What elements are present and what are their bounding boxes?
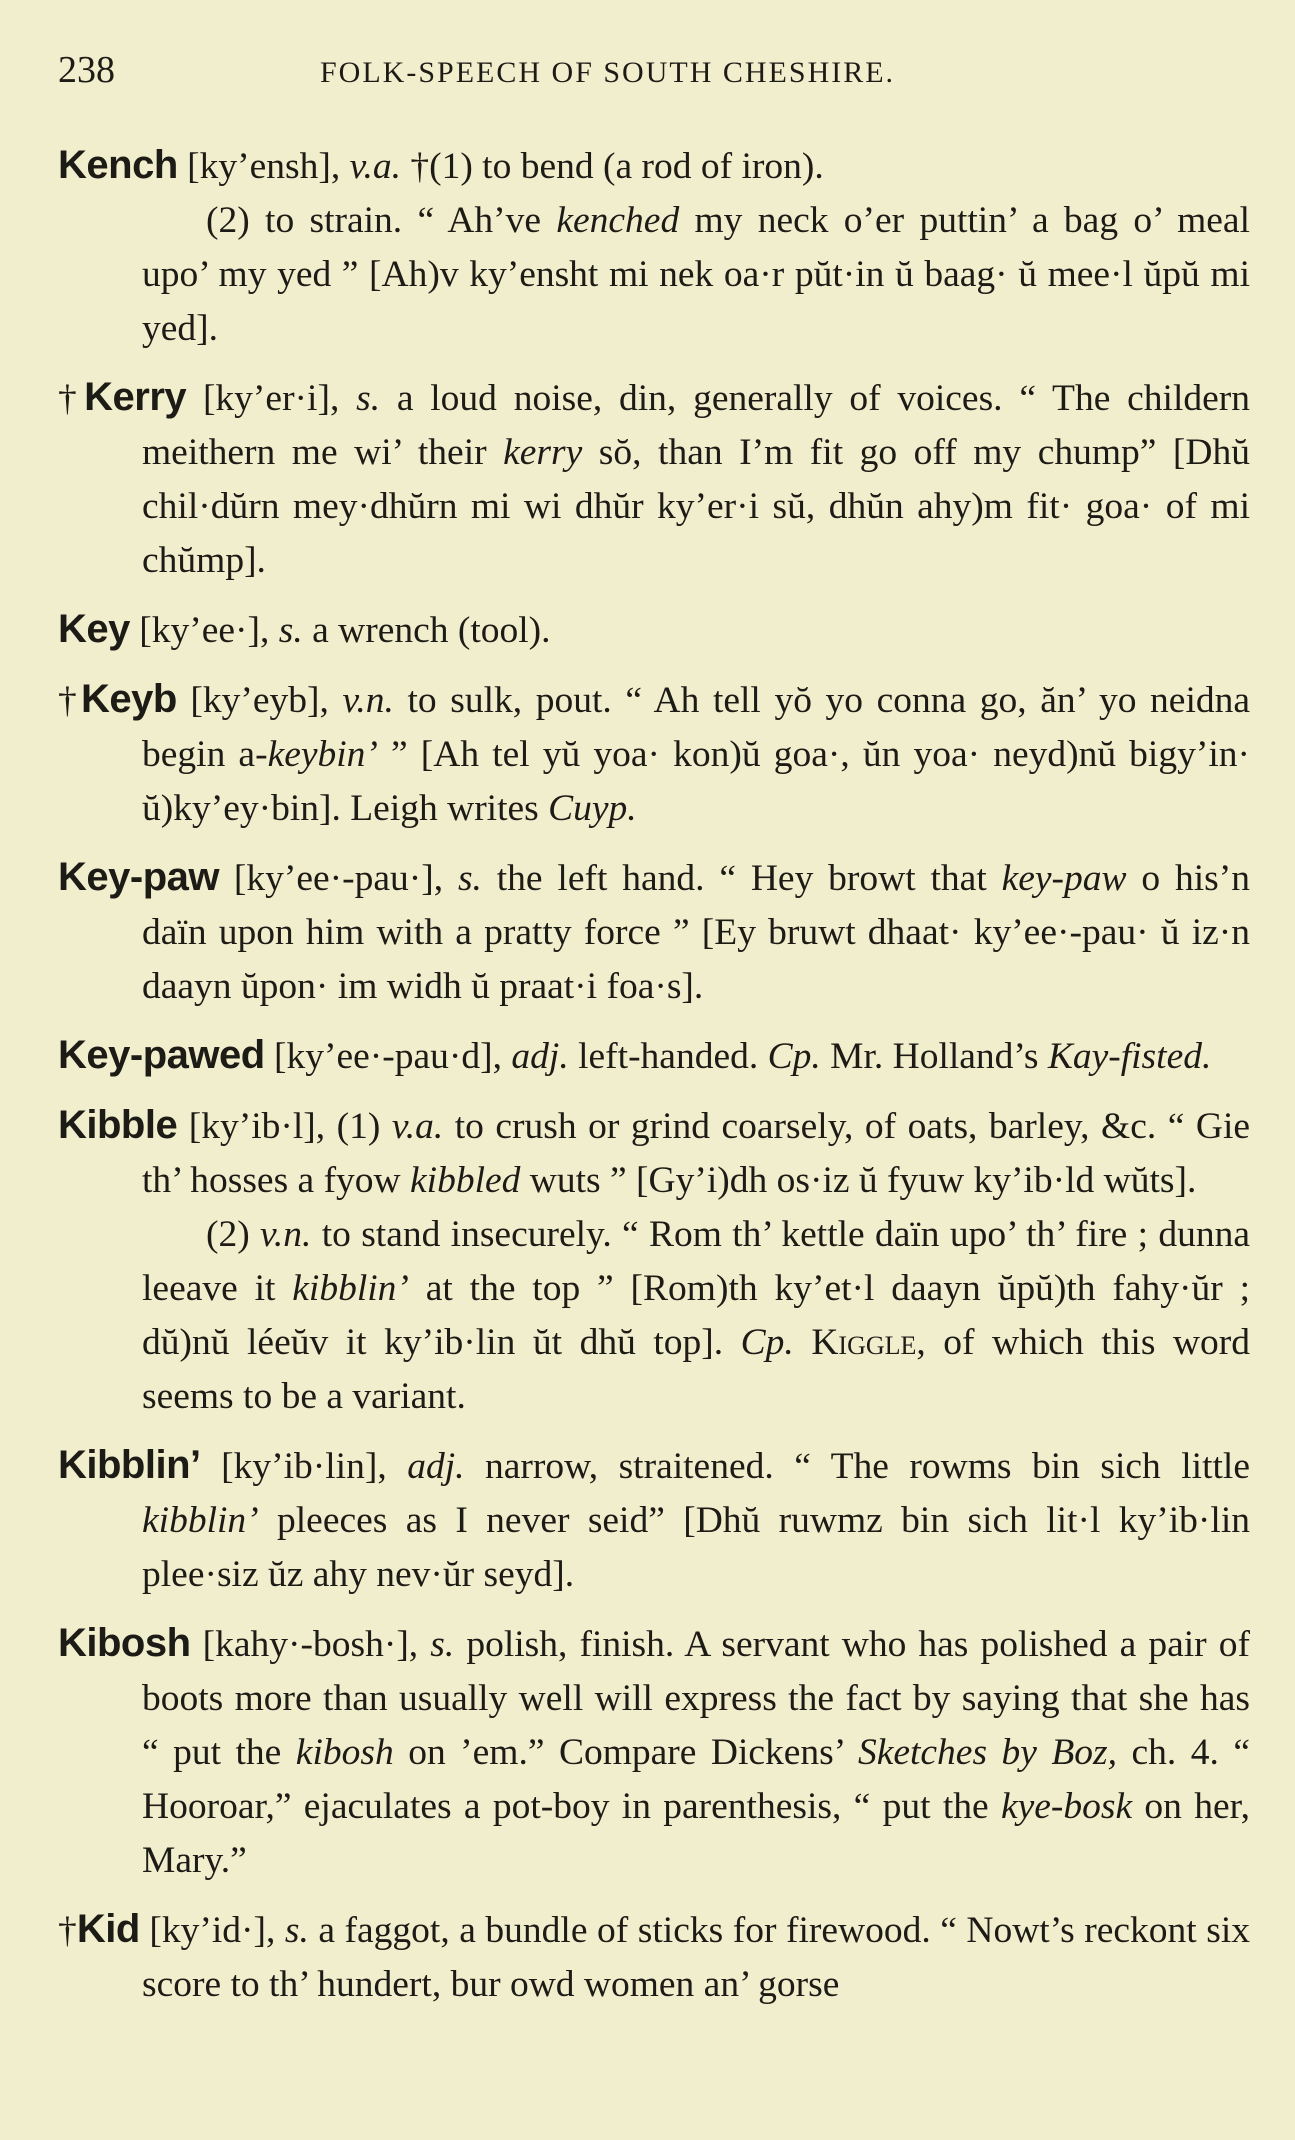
entry-text: pleeces as I never seid” [Dhŭ ruwmz bin sich lit·l ky’ib·lin plee·siz ŭz ahy nev·ŭr seyd]. bbox=[142, 1500, 1250, 1595]
dictionary-entry bbox=[58, 1028, 1250, 1084]
dictionary-entry bbox=[58, 1616, 1250, 1888]
headword: Keyb bbox=[80, 677, 177, 721]
entry-text: at the top ” [Rom)th ky’et·l daayn ŭpŭ)th fahy·ŭr ; dŭ)nŭ léeŭv it ky’ib·lin ŭt dhŭ top]. bbox=[142, 1268, 1250, 1363]
entry-text: ch. 4. “ Hooroar,” ejaculates a pot-boy in parenthesis, “ put the bbox=[142, 1732, 1250, 1827]
headword: Kibosh bbox=[58, 1621, 191, 1665]
page-header bbox=[58, 48, 1235, 98]
entry-text: †(1) to bend (a rod of iron). bbox=[400, 146, 824, 187]
dictionary-entry bbox=[58, 1098, 1250, 1424]
sub-sense bbox=[142, 194, 1250, 356]
italic-text: Sketches by Boz, bbox=[857, 1732, 1118, 1773]
entry-text: [ky’ee·], bbox=[129, 610, 279, 651]
italic-text: kibblin’ bbox=[292, 1268, 409, 1309]
entry-text: a faggot, a bundle of sticks for firewood. “ Nowt’s reckont six score to th’ hundert, bur owd women an’ gorse bbox=[142, 1910, 1250, 2005]
entry-text: sŏ, than I’m fit go off my chump” [Dhŭ chil·dŭrn mey·dhŭrn mi wi dhŭr ky’er·i sŭ, dhŭn ahy)m fit· goa· of mi chŭmp]. bbox=[142, 432, 1250, 581]
headword: Kibblin’ bbox=[58, 1443, 201, 1487]
italic-text: kerry bbox=[503, 432, 583, 473]
dictionary-entries bbox=[58, 138, 1250, 2026]
headword: Kibble bbox=[58, 1103, 178, 1147]
italic-text: keybin’ bbox=[267, 734, 378, 775]
entry-text: to stand insecurely. “ Rom th’ kettle daïn upo’ th’ fire ; dunna leeave it bbox=[142, 1214, 1250, 1309]
headword: Kid bbox=[76, 1907, 140, 1951]
sub-sense bbox=[142, 1208, 1250, 1424]
entry-text: [ky’id·], bbox=[139, 1910, 285, 1951]
italic-text: s. bbox=[278, 610, 303, 651]
entry-text: [ky’ee·-pau·d], bbox=[264, 1036, 512, 1077]
italic-text: v.a. bbox=[391, 1106, 444, 1147]
entry-text: ” [Ah tel yŭ yoa· kon)ŭ goa·, ŭn yoa· neyd)nŭ bigy’in· ŭ)ky’ey·bin]. Leigh writes bbox=[142, 734, 1250, 829]
dictionary-entry bbox=[58, 850, 1250, 1014]
italic-text: kye-bosk bbox=[1000, 1786, 1133, 1827]
dictionary-entry bbox=[58, 370, 1250, 588]
entry-text: (2) bbox=[206, 1214, 261, 1255]
italic-text: key-paw bbox=[1001, 858, 1127, 899]
entry-text: [ky’er·i], bbox=[186, 378, 357, 419]
entry-text: [ky’eyb], bbox=[176, 680, 343, 721]
obsolete-dagger: † bbox=[58, 680, 81, 721]
headword: Key-pawed bbox=[58, 1033, 265, 1077]
entry-text: [ky’ee·-pau·], bbox=[219, 858, 458, 899]
headword: Kerry bbox=[84, 375, 187, 419]
entry-text: [ky’ensh], bbox=[177, 146, 350, 187]
entry-text: the left hand. “ Hey browt that bbox=[481, 858, 1002, 899]
italic-text: v.a. bbox=[349, 146, 401, 187]
italic-text: s. bbox=[430, 1624, 455, 1665]
italic-text: Kay-fisted. bbox=[1047, 1036, 1212, 1077]
entry-text: wuts ” [Gy’i)dh os·iz ŭ fyuw ky’ib·ld wŭts]. bbox=[520, 1160, 1197, 1201]
entry-text: a wrench (tool). bbox=[302, 610, 551, 651]
headword: Kench bbox=[58, 143, 178, 187]
entry-text: o his’n daïn upon him with a pratty force ” [Ey bruwt dhaat· ky’ee·-pau· ŭ iz·n daayn ŭpon· im widh ŭ praat·i foa·s]. bbox=[142, 858, 1250, 1007]
page-number: 238 bbox=[58, 49, 115, 91]
entry-text: Mr. Holland’s bbox=[820, 1036, 1048, 1077]
italic-text: kibosh bbox=[295, 1732, 394, 1773]
italic-text: s. bbox=[356, 378, 381, 419]
dictionary-entry bbox=[58, 602, 1250, 658]
dictionary-entry bbox=[58, 672, 1250, 836]
italic-text: Cuyp. bbox=[548, 788, 637, 829]
entry-text: [ky’ib·l], (1) bbox=[177, 1106, 392, 1147]
obsolete-dagger: † bbox=[58, 1910, 77, 1951]
dictionary-entry bbox=[58, 1902, 1250, 2012]
entry-text: [ky’ib·lin], bbox=[200, 1446, 408, 1487]
italic-text: Cp. bbox=[767, 1036, 821, 1077]
italic-text: kibblin’ bbox=[142, 1500, 259, 1541]
italic-text: s. bbox=[457, 858, 482, 899]
entry-text: a loud noise, din, generally of voices. “ The childern meithern me wi’ their bbox=[142, 378, 1250, 473]
entry-text: , of which this word seems to be a variant. bbox=[142, 1322, 1251, 1417]
italic-text: kenched bbox=[556, 200, 680, 241]
entry-text: on her, Mary.” bbox=[142, 1786, 1250, 1881]
entry-text bbox=[794, 1322, 812, 1363]
entry-text: to crush or grind coarsely, of oats, barley, &c. “ Gie th’ hosses a fyow bbox=[142, 1106, 1251, 1201]
dictionary-entry bbox=[58, 138, 1250, 356]
italic-text: adj. bbox=[511, 1036, 569, 1077]
italic-text: kibbled bbox=[410, 1160, 521, 1201]
entry-text: to sulk, pout. “ Ah tell yŏ yo conna go, ăn’ yo neidna begin a- bbox=[142, 680, 1251, 775]
obsolete-dagger: † bbox=[58, 378, 85, 419]
headword: Key bbox=[58, 607, 130, 651]
entry-text: [kahy·-bosh·], bbox=[190, 1624, 431, 1665]
entry-text: my neck o’er puttin’ a bag o’ meal upo’ my yed ” [Ah)v ky’ensht mi nek oa·r pŭt·in ŭ baag· ŭ mee·l ŭpŭ mi yed]. bbox=[142, 200, 1250, 349]
headword: Key-paw bbox=[58, 855, 219, 899]
running-head: FOLK-SPEECH OF SOUTH CHESHIRE. bbox=[320, 56, 896, 89]
entry-text: on ’em.” Compare Dickens’ bbox=[393, 1732, 858, 1773]
italic-text: adj. bbox=[407, 1446, 465, 1487]
entry-text: left-handed. bbox=[568, 1036, 768, 1077]
small-caps-text: Kiggle bbox=[811, 1322, 917, 1363]
italic-text: s. bbox=[284, 1910, 309, 1951]
entry-text: narrow, straitened. “ The rowms bin sich little bbox=[464, 1446, 1250, 1487]
italic-text: v.n. bbox=[342, 680, 394, 721]
entry-text: (2) to strain. “ Ah’ve bbox=[206, 200, 557, 241]
italic-text: Cp. bbox=[740, 1322, 794, 1363]
italic-text: v.n. bbox=[260, 1214, 312, 1255]
dictionary-entry bbox=[58, 1438, 1250, 1602]
entry-text: polish, finish. A servant who has polished a pair of boots more than usually well will express the fact by saying that she has “ put the bbox=[142, 1624, 1250, 1773]
